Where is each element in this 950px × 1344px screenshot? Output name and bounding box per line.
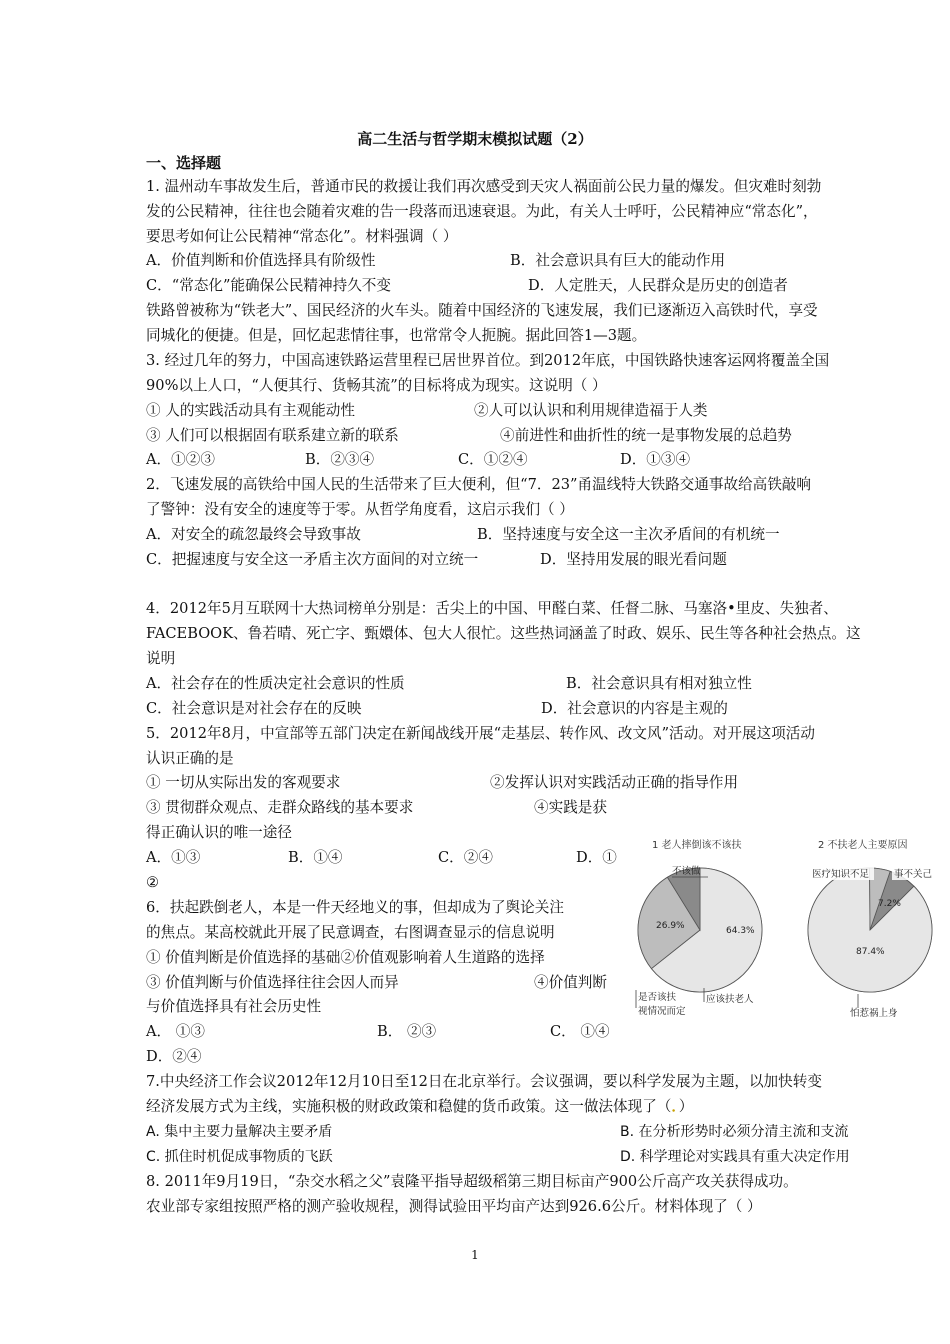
chart-1-label-situational-1: 是否该扶 [638,992,677,1003]
question-7-option-c: C. 抓住时机促成事物质的飞跃 [146,1149,333,1165]
question-4-line-2: FACEBOOK、鲁若晴、死亡字、甄嬛体、包大人很忙。这些热词涵盖了时政、娱乐、民生等各种社会热点。这 [146,625,861,642]
chart-2-title: 2 不扶老人主要原因 [818,840,908,851]
chart-2-label-fear: 怕惹祸上身 [850,1008,898,1019]
pie-chart-2 [808,868,932,992]
question-3-line-2: 90%以上人口，“人便其行、货畅其流”的目标将成为现实。这说明（ ） [146,377,607,394]
question-6-statement-4a: ④价值判断 [534,974,607,991]
question-5-option-d: D．① [576,849,617,866]
question-3-statement-4: ④前进性和曲折性的统一是事物发展的总趋势 [500,427,792,444]
question-2-option-a: A．对安全的疏忽最终会导致事故 [146,526,361,543]
question-3-option-b: B．②③④ [305,451,375,468]
chart-1-label-should: 应该扶老人 [706,994,754,1005]
question-7-close: ） [678,1098,694,1115]
question-1-line-1: 1. 温州动车事故发生后，普通市民的救援让我们再次感受到天灾人祸面前公民力量的爆发。但灾难时刻勃 [146,178,822,195]
question-2-line-1: 2．飞速发展的高铁给中国人民的生活带来了巨大便利，但“7．23”甬温线特大铁路交通事故给高铁敲响 [146,476,812,493]
chart-1-title: 1 老人摔倒该不该扶 [652,840,742,851]
question-5-option-a: A．①③ [146,849,201,866]
question-6-option-d: D．②④ [146,1048,202,1065]
question-7-option-a: A. 集中主要力量解决主要矛盾 [146,1124,333,1140]
question-4-option-b: B．社会意识具有相对独立性 [566,675,752,692]
question-3-line-1: 3. 经过几年的努力，中国高速铁路运营里程已居世界首位。到2012年底，中国铁路快速客运网将覆盖全国 [146,352,830,369]
question-5-line-1: 5．2012年8月，中宣部等五部门决定在新闻战线开展“走基层、转作风、改文风”活动。对开展这项活动 [146,725,815,742]
question-8-line-2: 农业部专家组按照严格的测产验收规程，测得试验田平均亩产达到926.6公斤。材料体现了（ ） [146,1198,762,1215]
page-number: 1 [471,1248,479,1262]
question-5-statement-4b: 得正确认识的唯一途径 [146,824,292,841]
question-6-option-c: C． ①④ [550,1023,610,1040]
question-1-option-b: B．社会意识具有巨大的能动作用 [510,252,726,269]
question-3-statement-1: ① 人的实践活动具有主观能动性 [146,402,355,419]
question-5-statement-3: ③ 贯彻群众观点、走群众路线的基本要求 [146,799,414,816]
question-6-line-1: 6．扶起跌倒老人，本是一件天经地义的事，但却成为了舆论关注 [146,899,564,916]
chart-2-percent-small: 7.2% [878,899,901,909]
question-3-option-a: A．①②③ [146,451,215,468]
question-7-line-2-text: 经济发展方式为主线，实施积极的财政政策和稳健的货币政策。这一做法体现了（ [146,1098,672,1115]
question-6-statement-3: ③ 价值判断与价值选择往往会因人而异 [146,974,399,991]
chart-2-label-knowledge: 医疗知识不足 [812,869,870,880]
question-4-line-3: 说明 [146,650,176,667]
question-2-option-c: C．把握速度与安全这一矛盾主次方面间的对立统一 [146,551,479,568]
chart-1-percent-should: 64.3% [726,926,755,936]
question-1-line-2: 发的公民精神，往往也会随着灾难的告一段落而迅速衰退。为此，有关人士呼吁，公民精神应“常态化”， [146,203,818,220]
question-3-option-c: C．①②④ [458,451,528,468]
question-7-option-b: B. 在分析形势时必须分清主流和支流 [620,1124,849,1140]
question-7-line-2 [146,1098,693,1116]
intro-line-2: 同城化的便捷。但是，回忆起悲情往事，也常常令人扼腕。据此回答1—3题。 [146,327,647,344]
question-3-statement-3: ③ 人们可以根据固有联系建立新的联系 [146,427,399,444]
page-title: 高二生活与哲学期末模拟试题（2） [357,130,593,148]
question-5-statement-2: ②发挥认识对实践活动正确的指导作用 [490,774,739,791]
question-7-option-d: D. 科学理论对实践具有重大决定作用 [620,1149,850,1165]
question-3-option-d: D．①③④ [620,451,691,468]
question-1-line-3: 要思考如何让公民精神“常态化”。材料强调（ ） [146,228,458,245]
question-6-line-2: 的焦点。某高校就此开展了民意调查，右图调查显示的信息说明 [146,924,555,941]
question-5-line-2: 认识正确的是 [146,750,234,767]
question-4-option-a: A．社会存在的性质决定社会意识的性质 [146,675,405,692]
survey-figure [630,830,950,1020]
question-5-option-d-cont: ② [146,874,160,891]
chart-1-label-situational-2: 视情况而定 [638,1006,686,1017]
question-2-option-d: D．坚持用发展的眼光看问题 [540,551,727,568]
question-6-option-a: A． ①③ [146,1023,205,1040]
question-7-dot: ． [671,1098,679,1115]
chart-2-label-not-concern: 事不关己 [894,869,933,880]
question-4-line-1: 4．2012年5月互联网十大热词榜单分别是：舌尖上的中国、甲醛白菜、任督二脉、马塞洛•里皮、失独者、 [146,600,838,617]
question-7-line-1: 7.中央经济工作会议2012年12月10日至12日在北京举行。会议强调，要以科学发展为主题，以加快转变 [146,1073,822,1090]
question-1-option-a: A．价值判断和价值选择具有阶级性 [146,252,376,269]
question-5-statement-4a: ④实践是获 [534,799,607,816]
question-5-option-b: B．①④ [288,849,343,866]
question-5-statement-1: ① 一切从实际出发的客观要求 [146,774,341,791]
question-6-statement-1-2: ① 价值判断是价值选择的基础②价值观影响着人生道路的选择 [146,949,545,966]
chart-1-label-not: 不该做 [672,866,701,877]
question-1-option-c: C．“常态化”能确保公民精神持久不变 [146,277,391,294]
question-4-option-c: C．社会意识是对社会存在的反映 [146,700,362,717]
question-4-option-d: D．社会意识的内容是主观的 [541,700,728,717]
chart-1-percent-situational: 26.9% [656,921,685,931]
intro-line-1: 铁路曾被称为“铁老大”、国民经济的火车头。随着中国经济的飞速发展，我们已逐渐迈入高铁时代，享受 [146,302,818,319]
chart-2-percent-large: 87.4% [856,947,885,957]
question-5-option-c: C．②④ [438,849,493,866]
question-3-statement-2: ②人可以认识和利用规律造福于人类 [474,402,708,419]
question-2-line-2: 了警钟：没有安全的速度等于零。从哲学角度看，这启示我们（ ） [146,501,574,518]
section-heading: 一、选择题 [146,154,222,172]
question-2-option-b: B．坚持速度与安全这一主次矛盾间的有机统一 [477,526,780,543]
question-6-statement-4b: 与价值选择具有社会历史性 [146,998,322,1015]
question-1-option-d: D．人定胜天，人民群众是历史的创造者 [528,277,788,294]
question-8-line-1: 8. 2011年9月19日，“杂交水稻之父”袁隆平指导超级稻第三期目标亩产900公斤高产攻关获得成功。 [146,1173,798,1190]
question-6-option-b: B． ②③ [377,1023,437,1040]
